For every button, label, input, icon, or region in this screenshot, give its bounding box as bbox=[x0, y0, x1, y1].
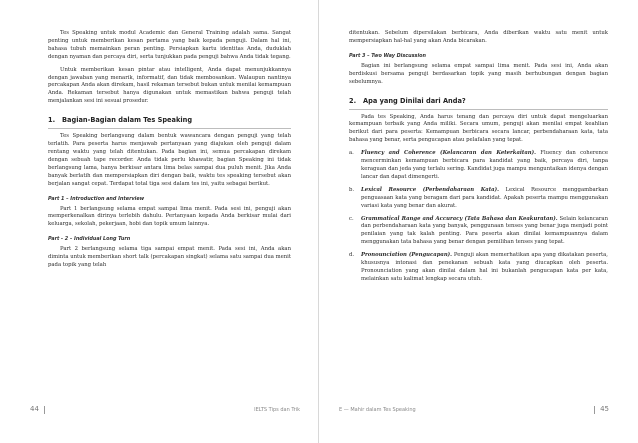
divider bbox=[44, 406, 45, 414]
paragraph: Part 1 berlangsung selama empat sampai lima menit. Pada sesi ini, penguji akan memperkenalkan dirinya terlebih dahulu. Pertanyaan kepada Anda berkisar mulai dari keluarga, sekolah, pekerjaan, hobi dan topik umum lainnya. bbox=[48, 205, 291, 228]
item-title: Fluency and Coherence (Kelancaran dan Keterkaitan). bbox=[361, 150, 536, 157]
section-heading-1 bbox=[48, 116, 291, 129]
paragraph: Part 2 berlangsung selama tiga sampai empat menit. Pada sesi ini, Anda akan diminta untuk memberikan short talk (percakapan singkat) selama satu sampai dua menit pada topik yang telah bbox=[48, 246, 291, 269]
left-column bbox=[48, 30, 291, 275]
item-title: Lexical Resource (Perbendaharaan Kata). bbox=[361, 186, 499, 193]
part2-heading: Part - 2 – Individual Long Turn bbox=[48, 236, 131, 243]
paragraph: ditentukan. Sebelum dipersilakan berbicara, Anda diberikan waktu satu menit untuk mempersiapkan hal-hal yang akan Anda bicarakan. bbox=[349, 30, 608, 44]
section-number: 1. bbox=[48, 116, 56, 125]
section-heading-2 bbox=[349, 97, 608, 110]
list-item bbox=[349, 150, 608, 182]
section-title: Apa yang Dinilai dari Anda? bbox=[363, 96, 466, 105]
right-page bbox=[319, 0, 638, 443]
left-footer bbox=[30, 405, 300, 417]
list-item bbox=[349, 216, 608, 248]
right-column bbox=[349, 30, 608, 289]
section-title: Bagian-Bagian dalam Tes Speaking bbox=[62, 116, 193, 125]
page-number: 45 bbox=[600, 405, 609, 413]
list-item bbox=[349, 187, 608, 211]
paragraph: Pada tes Speaking, Anda harus tenang dan percaya diri untuk dapat mengeluarkan kemampuan terbaik yang Anda miliki. Secara umum, penguji akan menilai empat keahlian berikut dari para peserta: Kemampuan berbicara secara lancar, perbendaharaan kata, tata bahasa yang benar, serta pengucapan atau pelafalan yang tepat. bbox=[349, 113, 608, 144]
item-text: Selain kelancaran dan perbendaharaan kata yang banyak, penggunaan tenses yang benar juga menjadi point penilaian yang tak kalah penting. Para peserta akan dinilai kemampuannya dalam menggunakan tata bahasa yang benar dengan pemilihan tenses yang tepat. bbox=[361, 215, 608, 246]
paragraph: Tes Speaking berlangsung dalam bentuk wawancara dengan penguji yang telah terlatih. Para peserta harus menjawab pertanyaan yang diajukan oleh penguji dalam rentang waktu yang telah ditentukan. Pada bagian ini, semua percakapan direkam dengan sebuah tape recorder. Anda tidak perlu khawatir, bagian Speaking ini tidak berlangsung lama, hanya berkisar antara lima belas sampai dua puluh menit. Jika Anda banyak berlatih dan mempersiapkan diri dengan baik, waktu tes speaking tersebut akan berjalan sangat cepat. Terdapat total tiga sesi dalam tes ini, yaitu sebagai berikut. bbox=[48, 133, 291, 187]
paragraph: Tes Speaking untuk modul Academic dan General Training adalah sama. Sangat penting untuk memberikan kesan pertama yang baik kepada penguji. Dalam hal ini, bahasa tubuh memainkan peran penting. Persiapkan kartu identitas Anda, duduklah dengan nyaman dan percaya diri, serta tunjukkan pada penguji bahwa Anda tidak tegang. bbox=[48, 30, 291, 60]
right-footer bbox=[339, 405, 609, 417]
section-number: 2. bbox=[349, 96, 357, 105]
paragraph: Bagian ini berlangsung selama empat sampai lima menit. Pada sesi ini, Anda akan berdiskusi bersama penguji berdasarkan topik yang masih berhubungan dengan bagian sebelumnya. bbox=[349, 62, 608, 85]
list-item bbox=[349, 252, 608, 284]
list-marker: c. bbox=[349, 215, 354, 222]
item-title: Grammatical Range and Accuracy (Tata Bahasa dan Keakuratan). bbox=[361, 215, 558, 222]
list-marker: a. bbox=[349, 150, 354, 157]
running-title: IELTS Tips dan Trik bbox=[254, 407, 300, 413]
list-marker: b. bbox=[349, 186, 355, 193]
item-text: Penguji akan memerhatikan apa yang dikatakan peserta, khususnya intonasi dan penekanan sebuah kata yang diucapkan oleh peserta. Pronounciation yang akan dinilai dalam hal ini bukanlah pengucapan kata per kata, melainkan satu kalimat lengkap secara utuh. bbox=[361, 252, 608, 282]
running-title: E — Mahir dalam Tes Speaking bbox=[339, 407, 416, 413]
paragraph: Untuk memberikan kesan pintar atau intelligent, Anda dapat menunjukkannya dengan jawaban yang menarik, informatif, dan tidak membosankan. Walaupun nantinya percakapan Anda akan direkam, hasil rekaman tersebut bukan untuk menilai kemampuan Anda. Rekaman tersebut hanya digunakan untuk memastikan bahwa penguji telah menjalankan sesi ini sesuai prosedur. bbox=[48, 66, 291, 105]
item-text: Lexical Resource menggambarkan penguasaan kata yang beragam dari para kandidat. Apakah peserta mampu menggunakan variasi kata yang benar dan akurat. bbox=[361, 186, 608, 209]
divider bbox=[594, 406, 595, 414]
page-number: 44 bbox=[30, 405, 39, 413]
item-title: Pronounciation (Pengucapan). bbox=[361, 252, 453, 259]
part3-heading: Part 3 – Two Way Discussion bbox=[349, 52, 426, 59]
item-text: Fluency dan coherence mencerminkan kemampuan berbicara para kandidat yang baik, percaya diri, tanpa keraguan dan jeda yang terlalu sering. Kandidat juga mampu menguntaikan idenya dengan lancar dan dapat dimengerti. bbox=[361, 150, 609, 180]
part1-heading: Part 1 – Introduction and Interview bbox=[48, 195, 145, 202]
list-marker: d. bbox=[349, 252, 355, 259]
